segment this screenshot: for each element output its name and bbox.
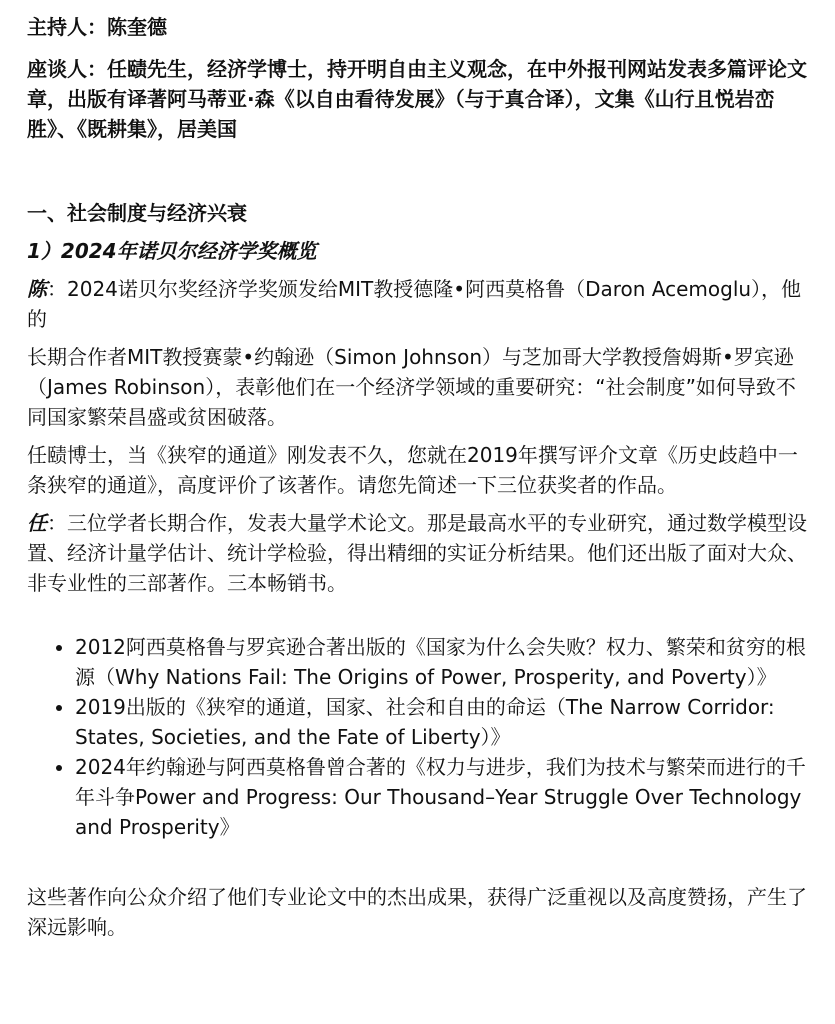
speaker-label: 陈 [27,277,47,301]
list-item: • 2024年约翰逊与阿西莫格鲁曾合著的《权力与进步，我们为技术与繁荣而进行的千年斗争Power and Progress: Our Thousand–Year Struggle Over Technology and Prosperity》 [75,752,807,842]
host-line: 主持人：陈奎德 [27,15,167,39]
list-item: • 2012阿西莫格鲁与罗宾逊合著出版的《国家为什么会失败？权力、繁荣和贫穷的根源（Why Nations Fail: The Origins of Power, Prosperity, and Poverty）》 [75,632,807,692]
paragraph-collaborators: 长期合作者MIT教授赛蒙•约翰逊（Simon Johnson）与芝加哥大学教授詹姆斯•罗宾逊（James Robinson），表彰他们在一个经济学领域的重要研究：“社会制度”如何导致不同国家繁荣昌盛或贫困破落。 [27,345,796,429]
sub-heading: 1）2024年诺贝尔经济学奖概览 [27,239,317,263]
book-list [27,632,807,842]
paragraph-text: ：2024诺贝尔奖经济学奖颁发给MIT教授德隆•阿西莫格鲁（Daron Acemoglu），他的 [27,277,802,331]
paragraph-question: 任赜博士，当《狭窄的通道》刚发表不久，您就在2019年撰写评介文章《历史歧趋中一条狭窄的通道》，高度评价了该著作。请您先简述一下三位获奖者的作品。 [27,443,798,497]
paragraph-ren-answer [27,508,807,598]
speaker-label: 任 [27,511,47,535]
list-item: • 2019出版的《狭窄的通道，国家、社会和自由的命运（The Narrow Corridor: States, Societies, and the Fate of Liberty）》 [75,692,807,752]
paragraph-chen-intro [27,274,807,334]
paragraph-text: ：三位学者长期合作，发表大量学术论文。那是最高水平的专业研究，通过数学模型设置、经济计量学估计、统计学检验，得出精细的实证分析结果。他们还出版了面对大众、非专业性的三部著作。三本畅销书。 [27,511,807,595]
closing-paragraph: 这些著作向公众介绍了他们专业论文中的杰出成果，获得广泛重视以及高度赞扬，产生了深远影响。 [27,885,807,939]
section-heading: 一、社会制度与经济兴衰 [27,201,247,225]
guest-line: 座谈人：任赜先生，经济学博士，持开明自由主义观念，在中外报刊网站发表多篇评论文章，出版有译著阿马蒂亚·森《以自由看待发展》（与于真合译），文集《山行且悦岩峦胜》、《既耕集》，居美国 [27,57,807,141]
